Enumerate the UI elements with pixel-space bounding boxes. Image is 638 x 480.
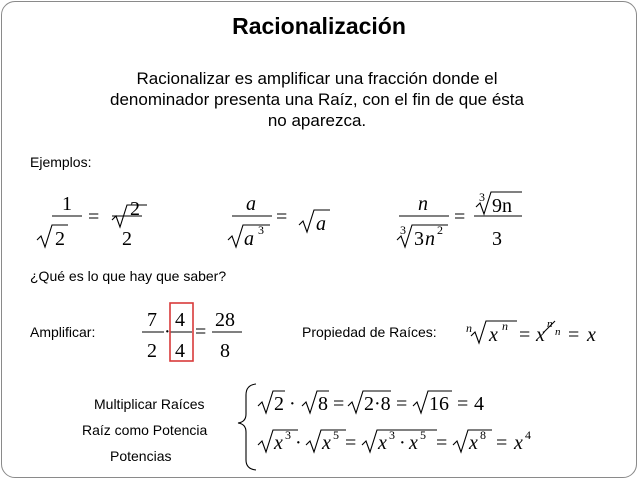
prop-result: x (587, 324, 596, 346)
prop-exp: n (502, 319, 508, 333)
svg-text:3: 3 (389, 428, 395, 442)
ex3-den-index: 3 (400, 223, 406, 237)
pow-e3: 8 (480, 428, 486, 442)
pow-e2: 5 (333, 428, 339, 442)
prop-base: x (489, 324, 498, 346)
svg-text:5: 5 (420, 428, 426, 442)
ex1-rhs-numerator: 2 (130, 198, 140, 220)
prop-pow-num: n (547, 318, 553, 330)
amp-f1-num: 7 (147, 309, 157, 331)
svg-text:=: = (496, 432, 508, 454)
propiedad-label: Propiedad de Raíces: (302, 324, 437, 340)
ex3-den-coef: 3 (414, 228, 424, 250)
ex3-rhs-index: 3 (479, 190, 485, 204)
svg-text:=: = (333, 393, 345, 415)
svg-text:·: · (289, 393, 296, 415)
svg-text:=: = (457, 393, 469, 415)
ex2-rhs: a (316, 213, 326, 235)
pow-base: x (514, 432, 523, 454)
ex1-rhs-denominator: 2 (122, 228, 132, 250)
ex3-numerator: n (418, 193, 428, 215)
ex3-rhs-denominator: 3 (492, 228, 502, 250)
pow-e1: 3 (285, 428, 291, 442)
amplificar-label: Amplificar: (30, 324, 96, 340)
svg-text:x: x (469, 432, 478, 454)
prop-pow-den: n (555, 326, 561, 338)
svg-text:x: x (274, 432, 283, 454)
potencias-label: Potencias (110, 448, 172, 464)
svg-text:·: · (295, 432, 302, 454)
multiplicar-label: Multiplicar Raíces (94, 396, 205, 412)
mult-a: 2 (274, 393, 284, 415)
svg-text:x: x (322, 432, 331, 454)
mult-result: 4 (474, 393, 484, 415)
amp-f1-den: 2 (147, 340, 157, 362)
svg-text:·: · (399, 432, 406, 454)
mult-b: 8 (318, 393, 328, 415)
potencia-label: Raíz como Potencia (82, 422, 208, 438)
svg-text:=: = (345, 432, 357, 454)
ex3-den-exp: 2 (437, 223, 443, 237)
ex2-den-base: a (244, 228, 254, 250)
svg-text:x: x (536, 324, 545, 346)
svg-text:x: x (409, 432, 418, 454)
prop-eq2: = (568, 324, 580, 346)
amp-res-den: 8 (220, 340, 230, 362)
svg-text:=: = (276, 206, 288, 228)
amp-res-num: 28 (215, 309, 235, 331)
ex1-numerator: 1 (62, 193, 72, 215)
svg-text:=: = (436, 432, 448, 454)
question-label: ¿Qué es lo que hay que saber? (30, 268, 227, 284)
math-layer (2, 2, 636, 477)
svg-text:=: = (88, 206, 100, 228)
ex3-den-base: n (425, 228, 435, 250)
mult-ab: 2·8 (364, 393, 391, 415)
pow-result-exp: 4 (525, 428, 531, 442)
ex2-den-exp: 3 (258, 223, 264, 237)
svg-text:=: = (195, 321, 207, 343)
page-title: Racionalización (232, 13, 406, 39)
svg-text:x: x (378, 432, 387, 454)
examples-label: Ejemplos: (30, 154, 92, 170)
ex3-rhs-radicand: 9n (492, 195, 512, 217)
amp-dot: · (164, 321, 171, 343)
slide (1, 1, 637, 478)
prop-index: n (466, 321, 472, 335)
ex1-denominator: 2 (55, 228, 65, 250)
ex2-numerator: a (246, 193, 256, 215)
mult-c: 16 (429, 393, 449, 415)
svg-text:=: = (396, 393, 408, 415)
intro-text: Racionalizar es amplificar una fracción donde el denominador presenta una Raíz, con el fin de que ésta no aparezca. (110, 69, 524, 130)
svg-text:=: = (454, 206, 466, 228)
prop-eq1: = (519, 324, 531, 346)
amp-f2-den: 4 (175, 340, 185, 362)
amp-f2-num: 4 (175, 309, 185, 331)
